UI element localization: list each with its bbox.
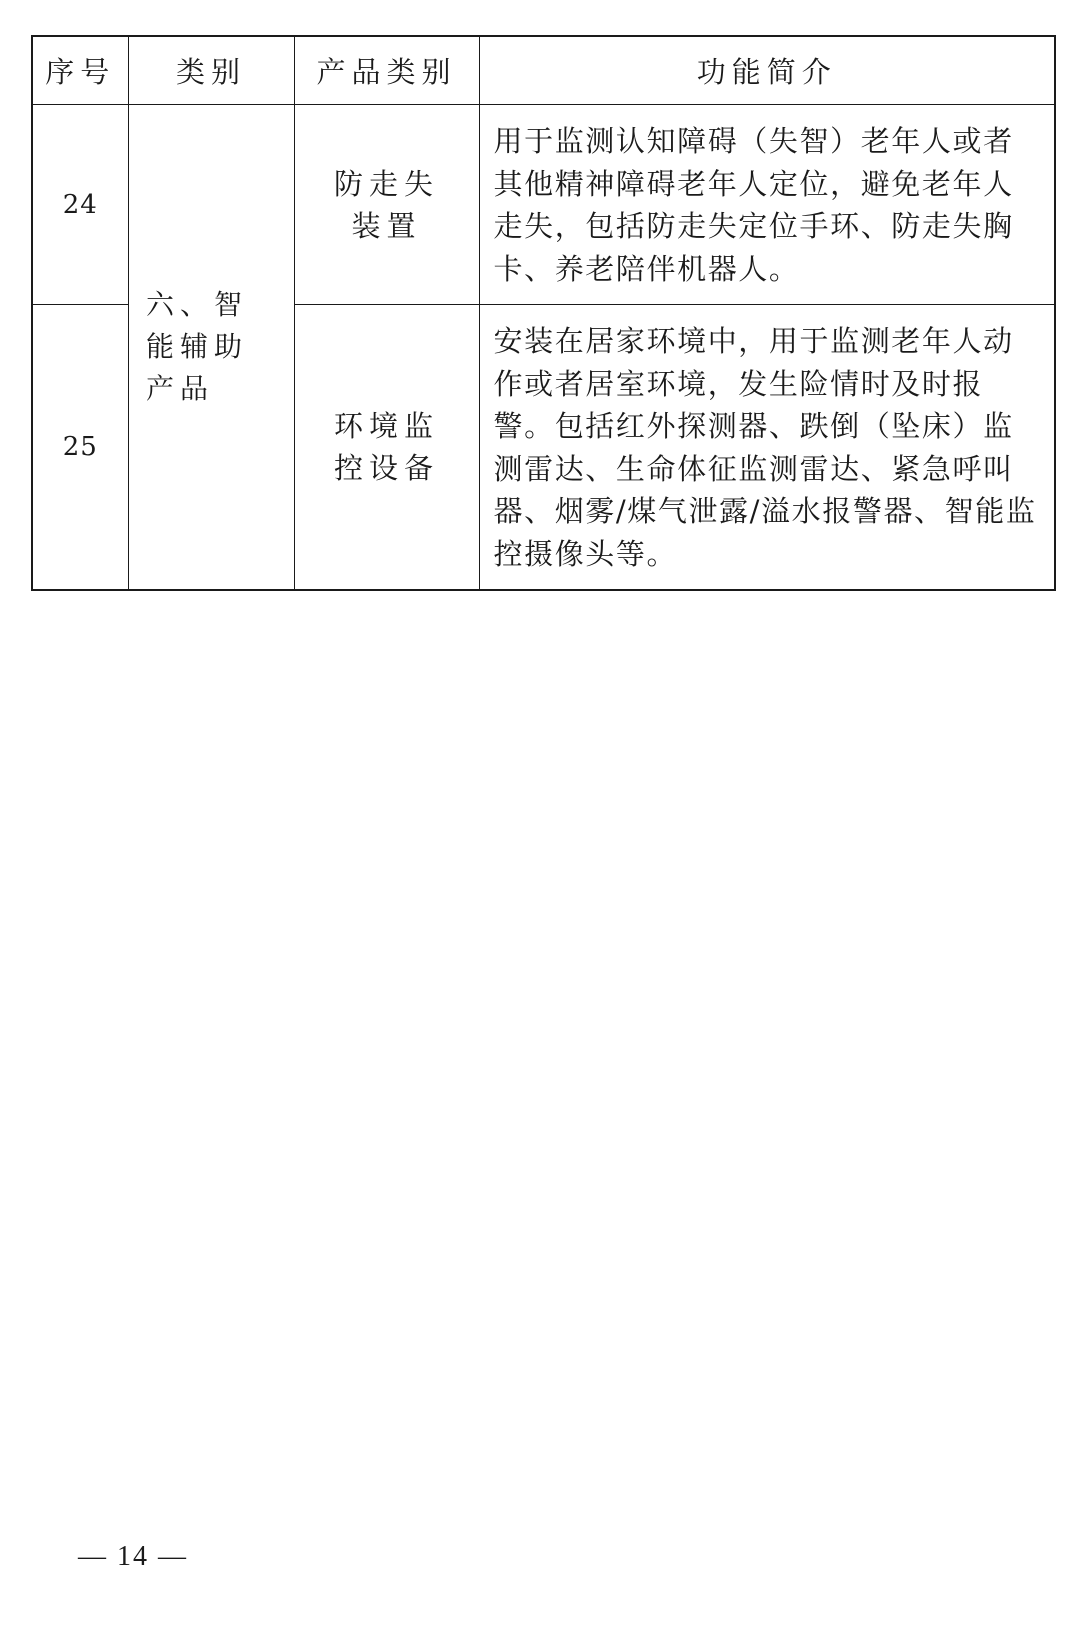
product-table	[31, 35, 1056, 591]
header-function-summary: 功能简介	[479, 36, 1055, 105]
page-number: — 14 —	[78, 1541, 188, 1572]
header-product-category: 产品类别	[294, 36, 479, 105]
category-label: 六、智能辅助产品	[146, 288, 249, 405]
header-category: 类别	[128, 36, 294, 105]
description-cell: 用于监测认知障碍（失智）老年人或者其他精神障碍老年人定位，避免老年人走失，包括防走失定位手环、防走失胸卡、养老陪伴机器人。	[479, 105, 1055, 305]
product-cell	[294, 105, 479, 305]
table-header-row	[32, 36, 1055, 105]
product-label: 防走失装置	[333, 166, 439, 243]
header-index: 序号	[32, 36, 128, 105]
category-cell	[128, 105, 294, 591]
product-label: 环境监控设备	[333, 409, 439, 485]
product-cell	[294, 305, 479, 591]
row-index: 24	[32, 105, 128, 305]
row-index: 25	[32, 305, 128, 591]
table-row	[32, 105, 1055, 305]
description-cell: 安装在居家环境中，用于监测老年人动作或者居室环境，发生险情时及时报警。包括红外探测器、跌倒（坠床）监测雷达、生命体征监测雷达、紧急呼叫器、烟雾/煤气泄露/溢水报警器、智能监控摄像头等。	[479, 305, 1055, 591]
